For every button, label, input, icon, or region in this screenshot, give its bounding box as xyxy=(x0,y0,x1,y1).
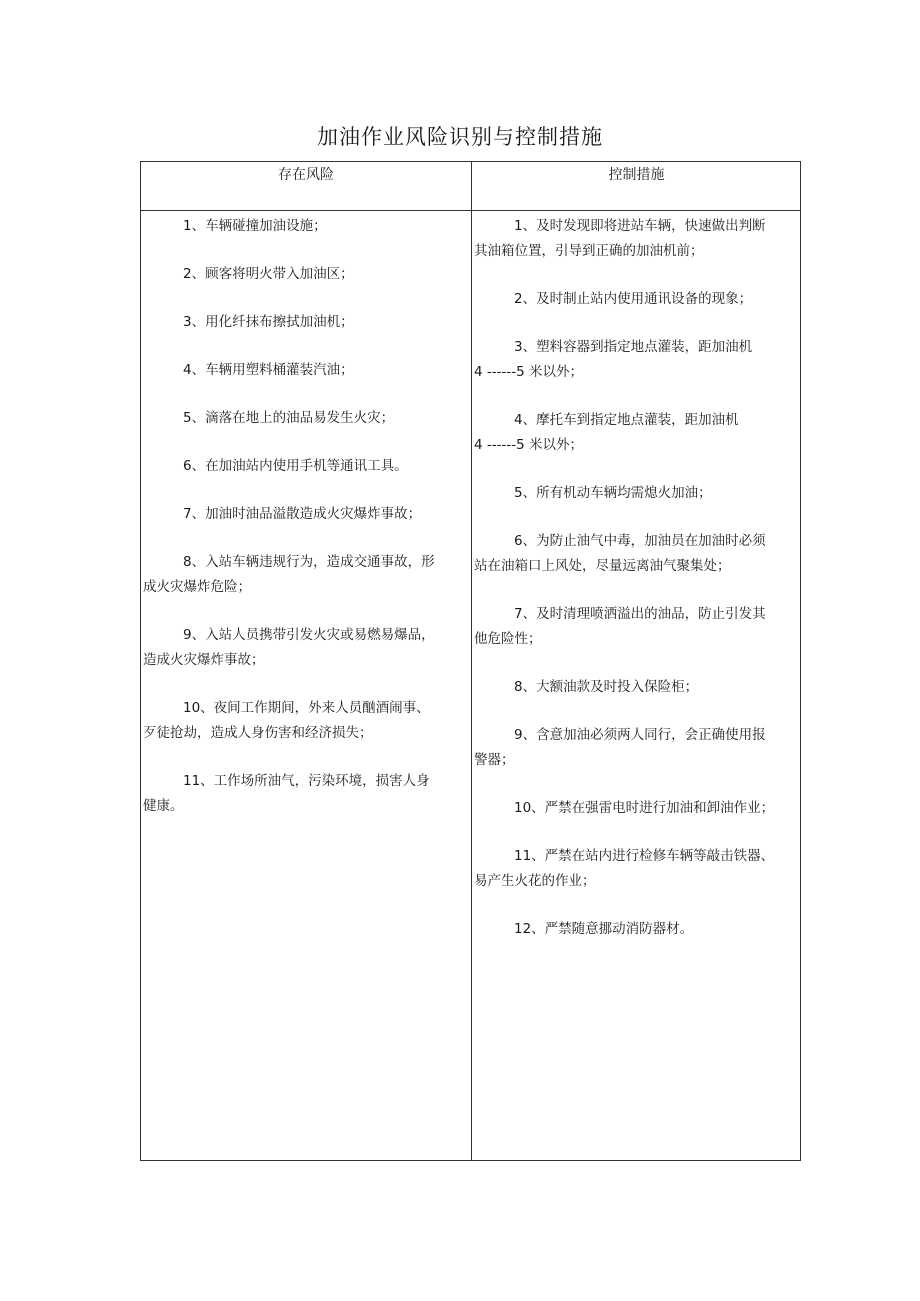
risk-item-line: 9、入站人员携带引发火灾或易燃易爆品， xyxy=(183,627,435,643)
risk-item xyxy=(143,502,469,527)
risks-column xyxy=(143,214,469,842)
risk-item-line: 3、用化纤抹布擦拭加油机； xyxy=(183,314,354,330)
measure-item-line: 1、及时发现即将进站车辆，快速做出判断 xyxy=(514,218,766,234)
measure-item-line: 4 ------5 米以外； xyxy=(474,437,583,453)
measure-item-line: 2、及时制止站内使用通讯设备的现象； xyxy=(514,291,753,307)
column-divider xyxy=(471,162,472,1160)
measure-item xyxy=(474,214,799,264)
measure-item xyxy=(474,844,799,894)
measure-item-line: 3、塑料容器到指定地点灌装，距加油机 xyxy=(514,339,753,355)
risk-item xyxy=(143,454,469,479)
header-divider xyxy=(141,210,800,211)
risk-item-line: 5、滴落在地上的油品易发生火灾； xyxy=(183,410,395,426)
measure-item-line: 6、为防止油气中毒，加油员在加油时必须 xyxy=(514,533,766,549)
risk-item-line: 成火灾爆炸危险； xyxy=(143,579,251,595)
risk-item xyxy=(143,406,469,431)
measure-item-line: 警器； xyxy=(474,752,515,768)
measure-item-line: 易产生火花的作业； xyxy=(474,873,596,889)
measure-item xyxy=(474,287,799,312)
measure-item xyxy=(474,723,799,773)
risk-item xyxy=(143,214,469,239)
header-risks: 存在风险 xyxy=(278,167,334,183)
measure-item xyxy=(474,481,799,506)
risk-item-line: 造成火灾爆炸事故； xyxy=(143,652,265,668)
risk-item-line: 7、加油时油品溢散造成火灾爆炸事故； xyxy=(183,506,422,522)
measure-item xyxy=(474,917,799,942)
measure-item xyxy=(474,529,799,579)
measure-item-line: 10、严禁在强雷电时进行加油和卸油作业； xyxy=(514,800,775,816)
risk-item-line: 10、夜间工作期间，外来人员酗酒闹事、 xyxy=(183,700,430,716)
measure-item-line: 4 ------5 米以外； xyxy=(474,364,583,380)
risk-item-line: 歹徒抢劫，造成人身伤害和经济损失； xyxy=(143,725,373,741)
risk-item xyxy=(143,358,469,383)
risk-item xyxy=(143,696,469,746)
measure-item-line: 5、所有机动车辆均需熄火加油； xyxy=(514,485,712,501)
risk-item-line: 8、入站车辆违规行为，造成交通事故，形 xyxy=(183,554,435,570)
risk-item-line: 6、在加油站内使用手机等通讯工具。 xyxy=(183,458,408,474)
measure-item-line: 12、严禁随意挪动消防器材。 xyxy=(514,921,694,937)
measures-column xyxy=(474,214,799,965)
risk-item-line: 11、工作场所油气，污染环境，损害人身 xyxy=(183,773,430,789)
measure-item xyxy=(474,335,799,385)
measure-item xyxy=(474,602,799,652)
document-title: 加油作业风险识别与控制措施 xyxy=(317,125,603,149)
risk-item xyxy=(143,623,469,673)
measure-item-line: 其油箱位置，引导到正确的加油机前； xyxy=(474,243,704,259)
measure-item-line: 4、摩托车到指定地点灌装，距加油机 xyxy=(514,412,739,428)
measure-item xyxy=(474,675,799,700)
risk-item xyxy=(143,310,469,335)
measure-item-line: 他危险性； xyxy=(474,631,542,647)
risk-item-line: 4、车辆用塑料桶灌装汽油； xyxy=(183,362,354,378)
measure-item-line: 7、及时清理喷洒溢出的油品，防止引发其 xyxy=(514,606,766,622)
risk-item xyxy=(143,769,469,819)
measure-item-line: 8、大额油款及时投入保险柜； xyxy=(514,679,699,695)
measure-item xyxy=(474,408,799,458)
risk-control-table xyxy=(140,161,801,1161)
measure-item xyxy=(474,796,799,821)
measure-item-line: 9、含意加油必须两人同行，会正确使用报 xyxy=(514,727,766,743)
risk-item xyxy=(143,550,469,600)
risk-item xyxy=(143,262,469,287)
risk-item-line: 2、顾客将明火带入加油区； xyxy=(183,266,354,282)
risk-item-line: 健康。 xyxy=(143,798,184,814)
measure-item-line: 站在油箱口上风处，尽量远离油气聚集处； xyxy=(474,558,731,574)
header-measures: 控制措施 xyxy=(608,167,665,183)
risk-item-line: 1、车辆碰撞加油设施； xyxy=(183,218,327,234)
measure-item-line: 11、严禁在站内进行检修车辆等敲击铁器、 xyxy=(514,848,775,864)
